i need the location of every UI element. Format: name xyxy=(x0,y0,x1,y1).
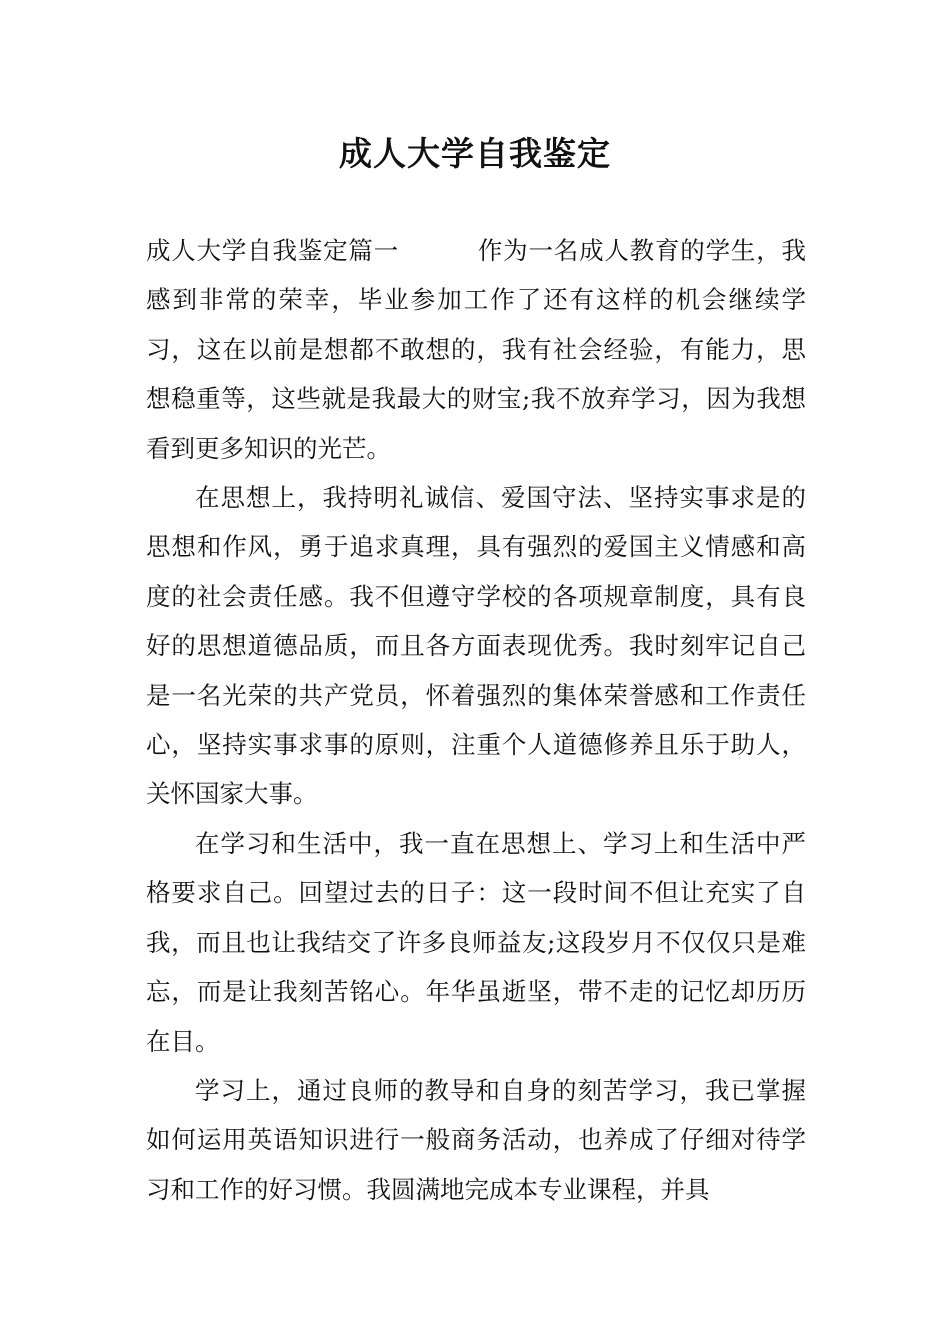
paragraph-4: 学习上，通过良师的教导和自身的刻苦学习，我已掌握如何运用英语知识进行一般商务活动，也养成了仔细对待学习和工作的好习惯。我圆满地完成本专业课程，并具 xyxy=(146,1075,806,1204)
paragraph-1 xyxy=(146,226,806,473)
paragraph-2: 在思想上，我持明礼诚信、爱国守法、坚持实事求是的思想和作风，勇于追求真理，具有强烈的爱国主义情感和高度的社会责任感。我不但遵守学校的各项规章制度，具有良好的思想道德品质，而且各方面表现优秀。我时刻牢记自己是一名光荣的共产党员，怀着强烈的集体荣誉感和工作责任心，坚持实事求事的原则，注重个人道德修养且乐于助人，关怀国家大事。 xyxy=(146,483,806,809)
paragraph-1-text: 作为一名成人教育的学生，我感到非常的荣幸，毕业参加工作了还有这样的机会继续学习，这在以前是想都不敢想的，我有社会经验，有能力，思想稳重等，这些就是我最大的财宝;我不放弃学习，因为我想看到更多知识的光芒。 xyxy=(146,236,807,463)
section-heading: 成人大学自我鉴定篇一 xyxy=(146,236,400,265)
document-title: 成人大学自我鉴定 xyxy=(339,134,611,173)
paragraph-3: 在学习和生活中，我一直在思想上、学习上和生活中严格要求自己。回望过去的日子：这一段时间不但让充实了自我，而且也让我结交了许多良师益友;这段岁月不仅仅只是难忘，而是让我刻苦铭心。年华虽逝坚，带不走的记忆却历历在目。 xyxy=(146,828,806,1056)
document-body xyxy=(146,226,806,1214)
